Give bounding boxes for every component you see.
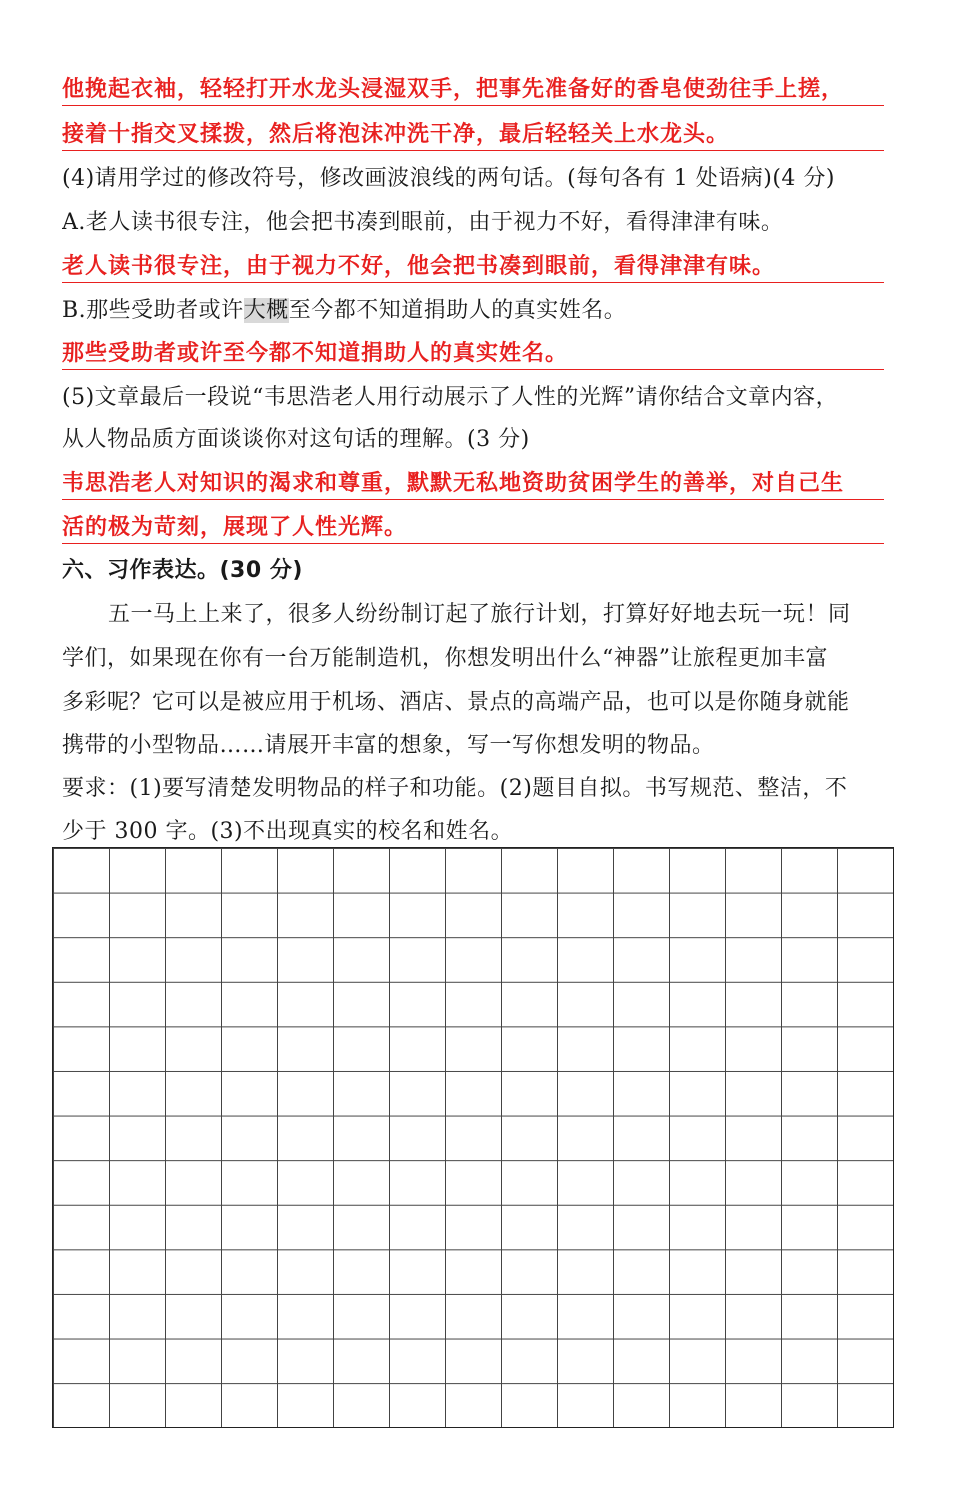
answer-wash-line-1: 他挽起衣袖，轻轻打开水龙头浸湿双手，把事先准备好的香皂使劲往手上搓， (62, 75, 884, 106)
writing-grid[interactable] (52, 847, 894, 1428)
answer-4b: 那些受助者或许至今都不知道捐助人的真实姓名。 (62, 339, 884, 370)
answer-5-line-1: 韦思浩老人对知识的渴求和尊重，默默无私地资助贫困学生的善举，对自己生 (62, 469, 884, 500)
question-4-sentence-a: A.老人读书很专注，他会把书凑到眼前，由于视力不好，看得津津有味。 (62, 210, 784, 235)
question-5-line-2: 从人物品质方面谈谈你对这句话的理解。(3 分) (62, 427, 530, 452)
prompt-line-4: 携带的小型物品……请展开丰富的想象，写一写你想发明的物品。 (62, 733, 715, 758)
prompt-line-2: 学们，如果现在你有一台万能制造机，你想发明出什么“神器”让旅程更加丰富 (62, 646, 828, 671)
question-5-line-1: (5)文章最后一段说“韦思浩老人用行动展示了人性的光辉”请你结合文章内容， (62, 385, 839, 410)
sentence-b-end: 至今都不知道捐助人的真实姓名。 (288, 298, 627, 323)
section-6-heading: 六、习作表达。(30 分) (62, 558, 303, 583)
question-4-sentence-b (62, 296, 884, 326)
answer-wash-line-2: 接着十指交叉揉拨，然后将泡沫冲洗干净，最后轻轻关上水龙头。 (62, 120, 884, 151)
answer-4a: 老人读书很专注，由于视力不好，他会把书凑到眼前，看得津津有味。 (62, 252, 884, 283)
requirements-line-2: 少于 300 字。(3)不出现真实的校名和姓名。 (62, 819, 514, 844)
requirements-line-1: 要求：(1)要写清楚发明物品的样子和功能。(2)题目自拟。书写规范、整洁，不 (62, 776, 848, 801)
prompt-line-1: 五一马上上来了，很多人纷纷制订起了旅行计划，打算好好地去玩一玩！同 (108, 602, 851, 627)
question-4: (4)请用学过的修改符号，修改画波浪线的两句话。(每句各有 1 处语病)(4 分) (62, 166, 835, 191)
sentence-b-highlighted-word: 大概 (243, 298, 289, 323)
answer-5-line-2: 活的极为苛刻，展现了人性光辉。 (62, 513, 884, 544)
prompt-line-3: 多彩呢？它可以是被应用于机场、酒店、景点的高端产品，也可以是你随身就能 (62, 690, 850, 715)
sentence-b-start: B.那些受助者或许 (62, 298, 244, 323)
